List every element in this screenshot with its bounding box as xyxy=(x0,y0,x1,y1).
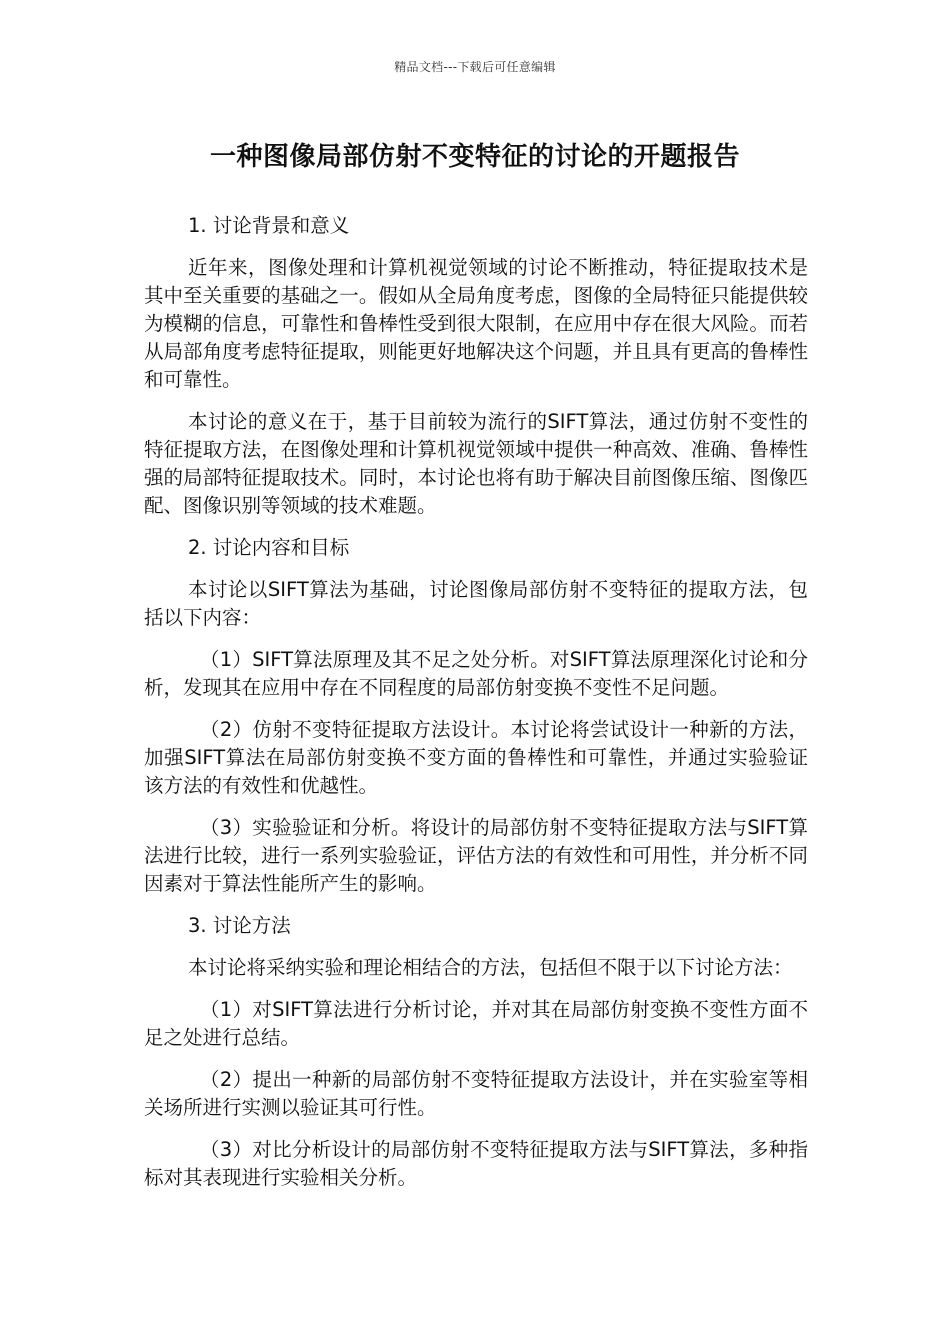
section-heading-background: 1. 讨论背景和意义 xyxy=(188,214,350,237)
list-item-method-3: （3）对比分析设计的局部仿射不变特征提取方法与SIFT算法，多种指标对其表现进行实验相关分析。 xyxy=(144,1138,808,1189)
list-item-content-2: （2）仿射不变特征提取方法设计。本讨论将尝试设计一种新的方法，加强SIFT算法在局部仿射变换不变方面的鲁棒性和可靠性，并通过实验验证该方法的有效性和优越性。 xyxy=(144,718,808,797)
document-body xyxy=(144,212,808,1206)
list-item-content-1: （1）SIFT算法原理及其不足之处分析。对SIFT算法原理深化讨论和分析，发现其在应用中存在不同程度的局部仿射变换不变性不足问题。 xyxy=(144,648,808,699)
paragraph-method-intro: 本讨论将采纳实验和理论相结合的方法，包括但不限于以下讨论方法： xyxy=(188,956,793,979)
paragraph-background-1: 近年来，图像处理和计算机视觉领域的讨论不断推动，特征提取技术是其中至关重要的基础之一。假如从全局角度考虑，图像的全局特征只能提供较为模糊的信息，可靠性和鲁棒性受到很大限制，在应用中存在很大风险。而若从局部角度考虑特征提取，则能更好地解决这个问题，并且具有更高的鲁棒性和可靠性。 xyxy=(144,256,808,391)
section-heading-content: 2. 讨论内容和目标 xyxy=(188,536,350,559)
page-title: 一种图像局部仿射不变特征的讨论的开题报告 xyxy=(209,142,740,172)
section-heading-method: 3. 讨论方法 xyxy=(188,914,291,937)
list-item-content-3: （3）实验验证和分析。将设计的局部仿射不变特征提取方法与SIFT算法进行比较，进行一系列实验验证，评估方法的有效性和可用性，并分析不同因素对于算法性能所产生的影响。 xyxy=(144,816,808,895)
paragraph-background-2: 本讨论的意义在于，基于目前较为流行的SIFT算法，通过仿射不变性的特征提取方法，在图像处理和计算机视觉领域中提供一种高效、准确、鲁棒性强的局部特征提取技术。同时，本讨论也将有助于解决目前图像压缩、图像匹配、图像识别等领域的技术难题。 xyxy=(144,410,808,517)
header-note: 精品文档---下载后可任意编辑 xyxy=(394,60,556,74)
list-item-method-2: （2）提出一种新的局部仿射不变特征提取方法设计，并在实验室等相关场所进行实测以验证其可行性。 xyxy=(144,1068,808,1119)
paragraph-content-intro: 本讨论以SIFT算法为基础，讨论图像局部仿射不变特征的提取方法，包括以下内容： xyxy=(144,578,808,629)
list-item-method-1: （1）对SIFT算法进行分析讨论，并对其在局部仿射变换不变性方面不足之处进行总结。 xyxy=(144,998,808,1049)
